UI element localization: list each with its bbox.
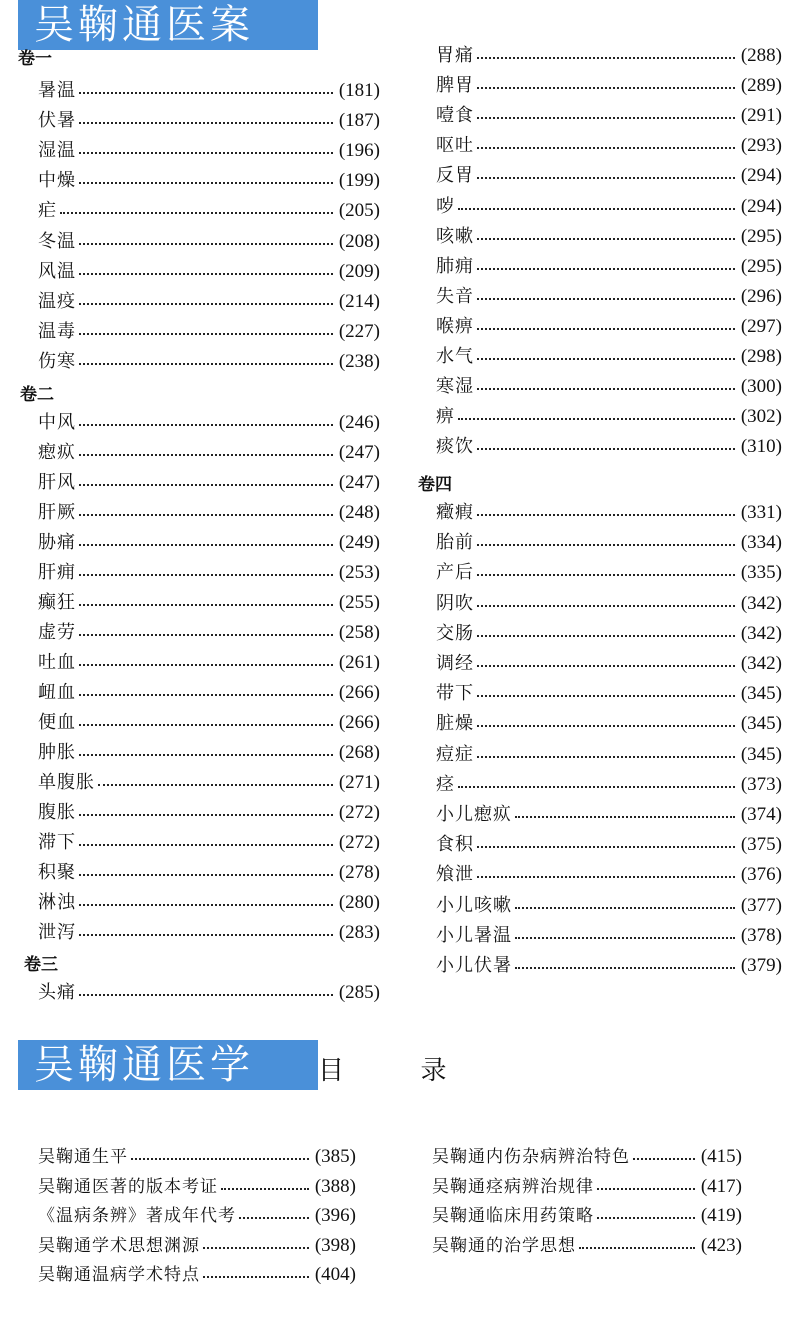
toc-entry-left[interactable] [38, 828, 380, 858]
toc-entry-left[interactable] [38, 528, 380, 558]
entry-title: 带下 [436, 683, 474, 705]
toc-entry-right[interactable] [436, 891, 782, 921]
entry-title: 风温 [38, 260, 76, 282]
toc-entry-right[interactable] [436, 558, 782, 588]
toc-entry-lower-left[interactable] [38, 1201, 356, 1231]
toc-entry-right[interactable] [436, 71, 782, 101]
toc-entry-right[interactable] [436, 860, 782, 890]
dot-leader [79, 904, 333, 906]
toc-entry-left[interactable] [38, 287, 380, 317]
dot-leader [458, 786, 735, 788]
dot-leader [515, 937, 735, 939]
entry-page-number: (268) [338, 742, 380, 763]
dot-leader [79, 273, 333, 275]
dot-leader [477, 605, 735, 607]
entry-title: 吐血 [38, 652, 76, 673]
entry-page-number: (266) [338, 682, 380, 703]
section-title-char-2: 录 [420, 1056, 447, 1086]
entry-title: 吴鞠通学术思想渊源 [38, 1235, 200, 1256]
entry-title: 吴鞠通痉病辨治规律 [432, 1176, 594, 1197]
entry-page-number: (388) [314, 1175, 356, 1197]
entry-page-number: (345) [740, 683, 782, 705]
entry-page-number: (345) [740, 713, 782, 735]
dot-leader [98, 784, 333, 786]
entry-page-number: (199) [338, 170, 380, 192]
dot-leader [477, 544, 735, 546]
volume-heading-3: 卷三 [24, 955, 58, 975]
toc-entry-lower-left[interactable] [38, 1231, 356, 1261]
dot-leader [79, 634, 333, 636]
dot-leader [477, 756, 735, 758]
entry-page-number: (288) [740, 45, 782, 66]
entry-page-number: (289) [740, 75, 782, 97]
entry-title: 产后 [436, 562, 474, 584]
entry-title: 单腹胀 [38, 772, 95, 793]
toc-entry-left[interactable] [38, 257, 380, 287]
toc-entry-left[interactable] [38, 106, 380, 136]
entry-title: 头痛 [38, 982, 76, 1003]
entry-title: 吴鞠通生平 [38, 1147, 128, 1167]
entry-title: 噎食 [436, 105, 474, 127]
dot-leader [79, 243, 333, 245]
entry-page-number: (248) [338, 502, 380, 523]
dot-leader [79, 182, 333, 184]
toc-entry-left[interactable] [38, 558, 380, 588]
dot-leader [458, 418, 735, 420]
entry-title: 吴鞠通医著的版本考证 [38, 1176, 218, 1197]
toc-entry-left[interactable] [38, 588, 380, 618]
entry-page-number: (253) [338, 562, 380, 583]
entry-page-number: (208) [338, 230, 380, 252]
entry-page-number: (293) [740, 135, 782, 157]
dot-leader [79, 934, 333, 936]
dot-leader [477, 177, 735, 179]
toc-entry-left[interactable] [38, 498, 380, 528]
toc-entry-left[interactable] [38, 708, 380, 738]
entry-page-number: (396) [314, 1205, 356, 1226]
entry-title: 呕吐 [436, 135, 474, 157]
dot-leader [79, 333, 333, 335]
entry-title: 瘛疭 [38, 442, 76, 463]
toc-entry-lower-left[interactable] [38, 1142, 356, 1172]
entry-title: 调经 [436, 653, 474, 674]
entry-page-number: (187) [338, 110, 380, 132]
entry-page-number: (181) [338, 80, 380, 101]
toc-entry-left[interactable] [38, 918, 380, 948]
entry-page-number: (302) [740, 406, 782, 428]
entry-title: 湿温 [38, 140, 76, 162]
dot-leader [79, 424, 333, 426]
entry-page-number: (296) [740, 285, 782, 307]
entry-title: 小儿暑温 [436, 924, 512, 946]
dot-leader [597, 1217, 695, 1219]
toc-entry-right[interactable] [436, 282, 782, 312]
toc-entry-right[interactable] [436, 342, 782, 372]
entry-page-number: (342) [740, 622, 782, 644]
toc-entry-left[interactable] [38, 136, 380, 166]
toc-entry-left[interactable] [38, 738, 380, 768]
entry-page-number: (342) [740, 653, 782, 674]
entry-title: 脏燥 [436, 713, 474, 735]
dot-leader [477, 388, 735, 390]
dot-leader [477, 328, 735, 330]
entry-page-number: (376) [740, 864, 782, 886]
entry-title: 小儿瘛疭 [436, 804, 512, 825]
entry-page-number: (404) [314, 1264, 356, 1285]
entry-title: 吴鞠通内伤杂病辨治特色 [432, 1147, 630, 1167]
entry-title: 交肠 [436, 622, 474, 644]
entry-title: 中燥 [38, 170, 76, 192]
entry-page-number: (295) [740, 225, 782, 247]
dot-leader [458, 208, 735, 210]
toc-entry-right[interactable] [436, 498, 782, 528]
entry-page-number: (415) [700, 1146, 742, 1167]
entry-title: 小儿咳嗽 [436, 894, 512, 916]
toc-entry-left[interactable] [38, 347, 380, 377]
entry-page-number: (249) [338, 532, 380, 553]
toc-entry-right[interactable] [436, 528, 782, 558]
toc-entry-left[interactable] [38, 468, 380, 498]
volume-heading-1: 卷一 [18, 49, 52, 69]
toc-entry-right[interactable] [436, 161, 782, 191]
entry-page-number: (295) [740, 255, 782, 277]
entry-page-number: (419) [700, 1205, 742, 1226]
entry-page-number: (272) [338, 802, 380, 823]
toc-entry-left[interactable] [38, 438, 380, 468]
entry-title: 冬温 [38, 230, 76, 252]
entry-page-number: (345) [740, 743, 782, 765]
entry-title: 泄泻 [38, 922, 76, 943]
entry-title: 小儿伏暑 [436, 955, 512, 976]
toc-entry-left[interactable] [38, 648, 380, 678]
toc-entry-lower-left[interactable] [38, 1172, 356, 1202]
banner-title-top: 吴鞠通医案 [18, 0, 318, 50]
toc-entry-left[interactable] [38, 888, 380, 918]
entry-page-number: (246) [338, 412, 380, 433]
entry-page-number: (373) [740, 773, 782, 795]
entry-title: 肺痈 [436, 255, 474, 277]
toc-entry-right[interactable] [436, 252, 782, 282]
entry-page-number: (266) [338, 712, 380, 733]
toc-entry-left[interactable] [38, 858, 380, 888]
toc-entry-right[interactable] [436, 402, 782, 432]
dot-leader [515, 816, 735, 818]
entry-page-number: (379) [740, 955, 782, 976]
entry-title: 衄血 [38, 682, 76, 703]
section-title-char-1: 目 [318, 1056, 345, 1086]
dot-leader [477, 298, 735, 300]
dot-leader [477, 147, 735, 149]
entry-title: 伤寒 [38, 350, 76, 372]
dot-leader [79, 484, 333, 486]
toc-entry-left[interactable] [38, 768, 380, 798]
entry-page-number: (205) [338, 200, 380, 222]
entry-page-number: (331) [740, 502, 782, 523]
toc-entry-left[interactable] [38, 408, 380, 438]
entry-title: 淋浊 [38, 892, 76, 913]
entry-title: 肿胀 [38, 742, 76, 763]
entry-page-number: (271) [338, 772, 380, 793]
dot-leader [477, 846, 735, 848]
entry-title: 癥瘕 [436, 502, 474, 523]
entry-page-number: (285) [338, 982, 380, 1003]
entry-page-number: (334) [740, 532, 782, 554]
entry-page-number: (335) [740, 562, 782, 584]
dot-leader [477, 725, 735, 727]
entry-title: 伏暑 [38, 110, 76, 132]
entry-title: 癫狂 [38, 592, 76, 613]
dot-leader [79, 814, 333, 816]
entry-title: 温疫 [38, 290, 76, 312]
dot-leader [477, 695, 735, 697]
toc-entry-lower-right[interactable] [432, 1231, 742, 1261]
toc-entry-right[interactable] [436, 589, 782, 619]
dot-leader [79, 122, 333, 124]
dot-leader [203, 1247, 309, 1249]
toc-entry-left[interactable] [38, 798, 380, 828]
dot-leader [79, 604, 333, 606]
entry-page-number: (247) [338, 442, 380, 463]
entry-title: 反胃 [436, 165, 474, 187]
toc-entry-right[interactable] [436, 312, 782, 342]
entry-title: 痰饮 [436, 436, 474, 458]
toc-entry-lower-right[interactable] [432, 1201, 742, 1231]
entry-title: 胁痛 [38, 532, 76, 553]
section-title-contents [318, 1050, 447, 1087]
entry-title: 失音 [436, 285, 474, 307]
entry-page-number: (374) [740, 804, 782, 825]
dot-leader [477, 358, 735, 360]
entry-page-number: (214) [338, 290, 380, 312]
dot-leader [79, 574, 333, 576]
entry-title: 便血 [38, 712, 76, 733]
toc-entry-left[interactable] [38, 678, 380, 708]
entry-title: 痉 [436, 773, 455, 795]
dot-leader [579, 1247, 695, 1249]
dot-leader [515, 907, 735, 909]
entry-title: 飧泄 [436, 864, 474, 886]
dot-leader [79, 152, 333, 154]
entry-page-number: (247) [338, 472, 380, 493]
dot-leader [477, 574, 735, 576]
dot-leader [60, 212, 333, 214]
entry-page-number: (398) [314, 1234, 356, 1256]
dot-leader [597, 1188, 695, 1190]
entry-page-number: (261) [338, 652, 380, 673]
entry-title: 喉痹 [436, 315, 474, 337]
dot-leader [79, 92, 333, 94]
dot-leader [79, 724, 333, 726]
toc-entry-right[interactable] [436, 921, 782, 951]
entry-title: 肝厥 [38, 502, 76, 523]
dot-leader [221, 1188, 309, 1190]
dot-leader [79, 994, 333, 996]
toc-entry-right[interactable] [436, 41, 782, 71]
dot-leader [79, 363, 333, 365]
dot-leader [633, 1158, 695, 1160]
entry-title: 吴鞠通的治学思想 [432, 1235, 576, 1256]
entry-page-number: (377) [740, 894, 782, 916]
toc-entry-right[interactable] [436, 131, 782, 161]
dot-leader [79, 303, 333, 305]
toc-entry-right[interactable] [436, 372, 782, 402]
entry-page-number: (209) [338, 260, 380, 282]
toc-entry-right[interactable] [436, 770, 782, 800]
toc-entry-right[interactable] [436, 830, 782, 860]
toc-entry-right[interactable] [436, 432, 782, 462]
entry-title: 哕 [436, 195, 455, 217]
entry-title: 痹 [436, 406, 455, 428]
toc-entry-lower-left[interactable] [38, 1260, 356, 1290]
entry-title: 疟 [38, 200, 57, 222]
dot-leader [477, 448, 735, 450]
entry-title: 腹胀 [38, 802, 76, 823]
volume-heading-4: 卷四 [418, 475, 452, 495]
entry-title: 肝痈 [38, 562, 76, 583]
entry-page-number: (297) [740, 315, 782, 337]
entry-title: 脾胃 [436, 75, 474, 97]
entry-title: 吴鞠通温病学术特点 [38, 1265, 200, 1285]
dot-leader [477, 514, 735, 516]
dot-leader [477, 665, 735, 667]
entry-title: 寒湿 [436, 376, 474, 398]
dot-leader [79, 454, 333, 456]
toc-entry-right[interactable] [436, 619, 782, 649]
entry-title: 痘症 [436, 743, 474, 765]
entry-page-number: (258) [338, 622, 380, 643]
entry-page-number: (298) [740, 346, 782, 367]
entry-page-number: (291) [740, 105, 782, 127]
entry-page-number: (196) [338, 140, 380, 162]
dot-leader [79, 544, 333, 546]
dot-leader [203, 1276, 309, 1278]
entry-title: 吴鞠通临床用药策略 [432, 1206, 594, 1226]
toc-entry-right[interactable] [436, 709, 782, 739]
toc-entry-left[interactable] [38, 317, 380, 347]
entry-page-number: (255) [338, 592, 380, 613]
toc-entry-right[interactable] [436, 951, 782, 981]
entry-title: 温毒 [38, 320, 76, 342]
entry-title: 虚劳 [38, 622, 76, 643]
toc-entry-lower-right[interactable] [432, 1142, 742, 1172]
dot-leader [79, 664, 333, 666]
banner-title-bottom: 吴鞠通医学 [18, 1040, 318, 1090]
entry-page-number: (272) [338, 832, 380, 853]
entry-page-number: (294) [740, 165, 782, 187]
dot-leader [477, 238, 735, 240]
entry-page-number: (238) [338, 350, 380, 372]
entry-title: 胃痛 [436, 45, 474, 66]
entry-title: 暑温 [38, 80, 76, 101]
entry-title: 胎前 [436, 532, 474, 554]
entry-page-number: (300) [740, 376, 782, 398]
entry-page-number: (423) [700, 1234, 742, 1256]
dot-leader [79, 514, 333, 516]
entry-title: 中风 [38, 412, 76, 433]
dot-leader [79, 844, 333, 846]
dot-leader [239, 1217, 309, 1219]
dot-leader [477, 87, 735, 89]
entry-page-number: (294) [740, 195, 782, 217]
toc-entry-left[interactable] [38, 978, 380, 1008]
entry-page-number: (417) [700, 1175, 742, 1197]
entry-title: 滞下 [38, 832, 76, 853]
toc-entry-right[interactable] [436, 740, 782, 770]
entry-title: 积聚 [38, 862, 76, 883]
toc-entry-right[interactable] [436, 101, 782, 131]
toc-entry-right[interactable] [436, 800, 782, 830]
dot-leader [79, 694, 333, 696]
toc-entry-right[interactable] [436, 679, 782, 709]
entry-page-number: (310) [740, 436, 782, 458]
entry-title: 水气 [436, 346, 474, 367]
dot-leader [477, 876, 735, 878]
toc-entry-lower-right[interactable] [432, 1172, 742, 1202]
dot-leader [79, 754, 333, 756]
entry-page-number: (342) [740, 592, 782, 614]
dot-leader [79, 874, 333, 876]
entry-page-number: (227) [338, 320, 380, 342]
entry-title: 咳嗽 [436, 225, 474, 247]
volume-heading-2: 卷二 [20, 385, 54, 405]
entry-title: 肝风 [38, 472, 76, 493]
entry-page-number: (378) [740, 924, 782, 946]
dot-leader [477, 57, 735, 59]
toc-entry-right[interactable] [436, 192, 782, 222]
dot-leader [131, 1158, 309, 1160]
entry-title: 食积 [436, 834, 474, 856]
dot-leader [515, 967, 735, 969]
dot-leader [477, 268, 735, 270]
toc-entry-right[interactable] [436, 222, 782, 252]
toc-entry-left[interactable] [38, 227, 380, 257]
toc-entry-left[interactable] [38, 618, 380, 648]
entry-title: 《温病条辨》著成年代考 [38, 1206, 236, 1226]
entry-page-number: (283) [338, 922, 380, 943]
entry-page-number: (278) [338, 862, 380, 883]
toc-entry-left[interactable] [38, 196, 380, 226]
toc-entry-left[interactable] [38, 76, 380, 106]
toc-entry-left[interactable] [38, 166, 380, 196]
entry-title: 阴吹 [436, 592, 474, 614]
dot-leader [477, 117, 735, 119]
toc-entry-right[interactable] [436, 649, 782, 679]
dot-leader [477, 635, 735, 637]
entry-page-number: (375) [740, 834, 782, 856]
entry-page-number: (385) [314, 1146, 356, 1167]
entry-page-number: (280) [338, 892, 380, 913]
